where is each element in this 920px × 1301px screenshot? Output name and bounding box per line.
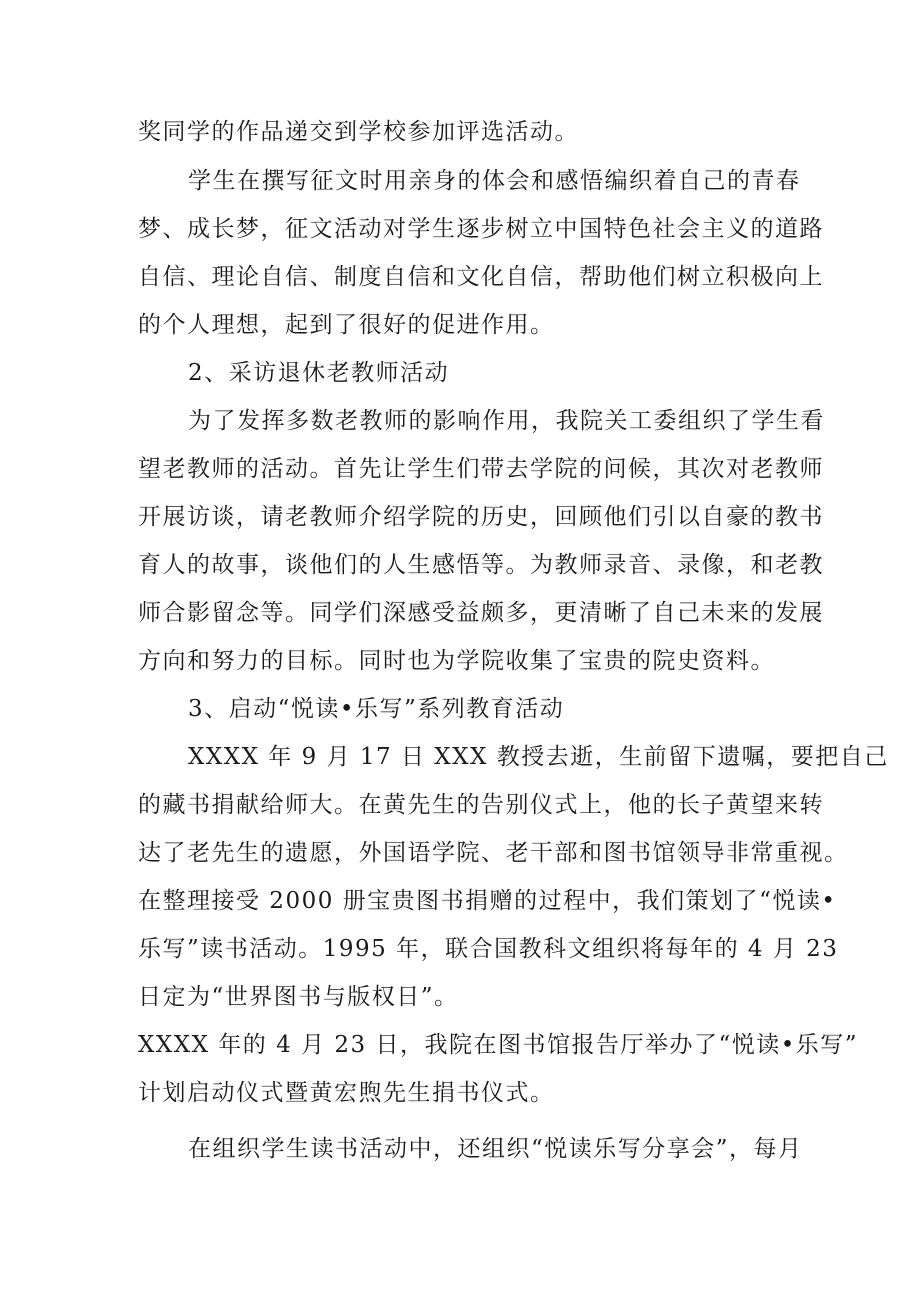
paragraph-line: XXXX 年 9 月 17 日 XXX 教授去逝，生前留下遗嘱，要把自己 (188, 744, 889, 770)
paragraph-line: 开展访谈，请老教师介绍学院的历史，回顾他们引以自豪的教书 (138, 504, 824, 530)
paragraph-line: 自信、理论自信、制度自信和文化自信，帮助他们树立积极向上 (138, 264, 824, 290)
paragraph-line: 为了发挥多数老教师的影响作用，我院关工委组织了学生看 (188, 408, 825, 434)
paragraph-line: 日定为“世界图书与版权日”。 (138, 984, 459, 1010)
paragraph-line: 达了老先生的遗愿，外国语学院、老干部和图书馆领导非常重视。 (138, 840, 849, 866)
paragraph-line: 乐写”读书活动。1995 年，联合国教科文组织将每年的 4 月 23 (138, 936, 839, 962)
paragraph-line: 师合影留念等。同学们深感受益颇多，更清晰了自己未来的发展 (138, 600, 824, 626)
paragraph-line: 的藏书捐献给师大。在黄先生的告别仪式上，他的长子黄望来转 (138, 792, 824, 818)
paragraph-line: 计划启动仪式暨黄宏煦先生捐书仪式。 (138, 1080, 555, 1106)
paragraph-line: 在组织学生读书活动中，还组织“悦读乐写分享会”，每月 (188, 1136, 803, 1162)
paragraph-line: 学生在撰写征文时用亲身的体会和感悟编织着自己的青春 (188, 168, 801, 194)
paragraph-line: 梦、成长梦，征文活动对学生逐步树立中国特色社会主义的道路 (138, 216, 824, 242)
paragraph-line: 望老教师的活动。首先让学生们带去学院的问候，其次对老教师 (138, 456, 824, 482)
paragraph-line: 奖同学的作品递交到学校参加评选活动。 (138, 119, 579, 145)
section-heading: 2、采访退休老教师活动 (188, 360, 450, 386)
paragraph-line: XXXX 年的 4 月 23 日，我院在图书馆报告厅举办了“悦读•乐写” (138, 1032, 859, 1058)
paragraph-line: 的个人理想，起到了很好的促进作用。 (138, 312, 555, 338)
paragraph-line: 育人的故事，谈他们的人生感悟等。为教师录音、录像，和老教 (138, 552, 824, 578)
paragraph-line: 在整理接受 2000 册宝贵图书捐赠的过程中，我们策划了“悦读• (138, 888, 837, 914)
section-heading: 3、启动“悦读•乐写”系列教育活动 (188, 696, 565, 722)
paragraph-line: 方向和努力的目标。同时也为学院收集了宝贵的院史资料。 (138, 648, 775, 674)
